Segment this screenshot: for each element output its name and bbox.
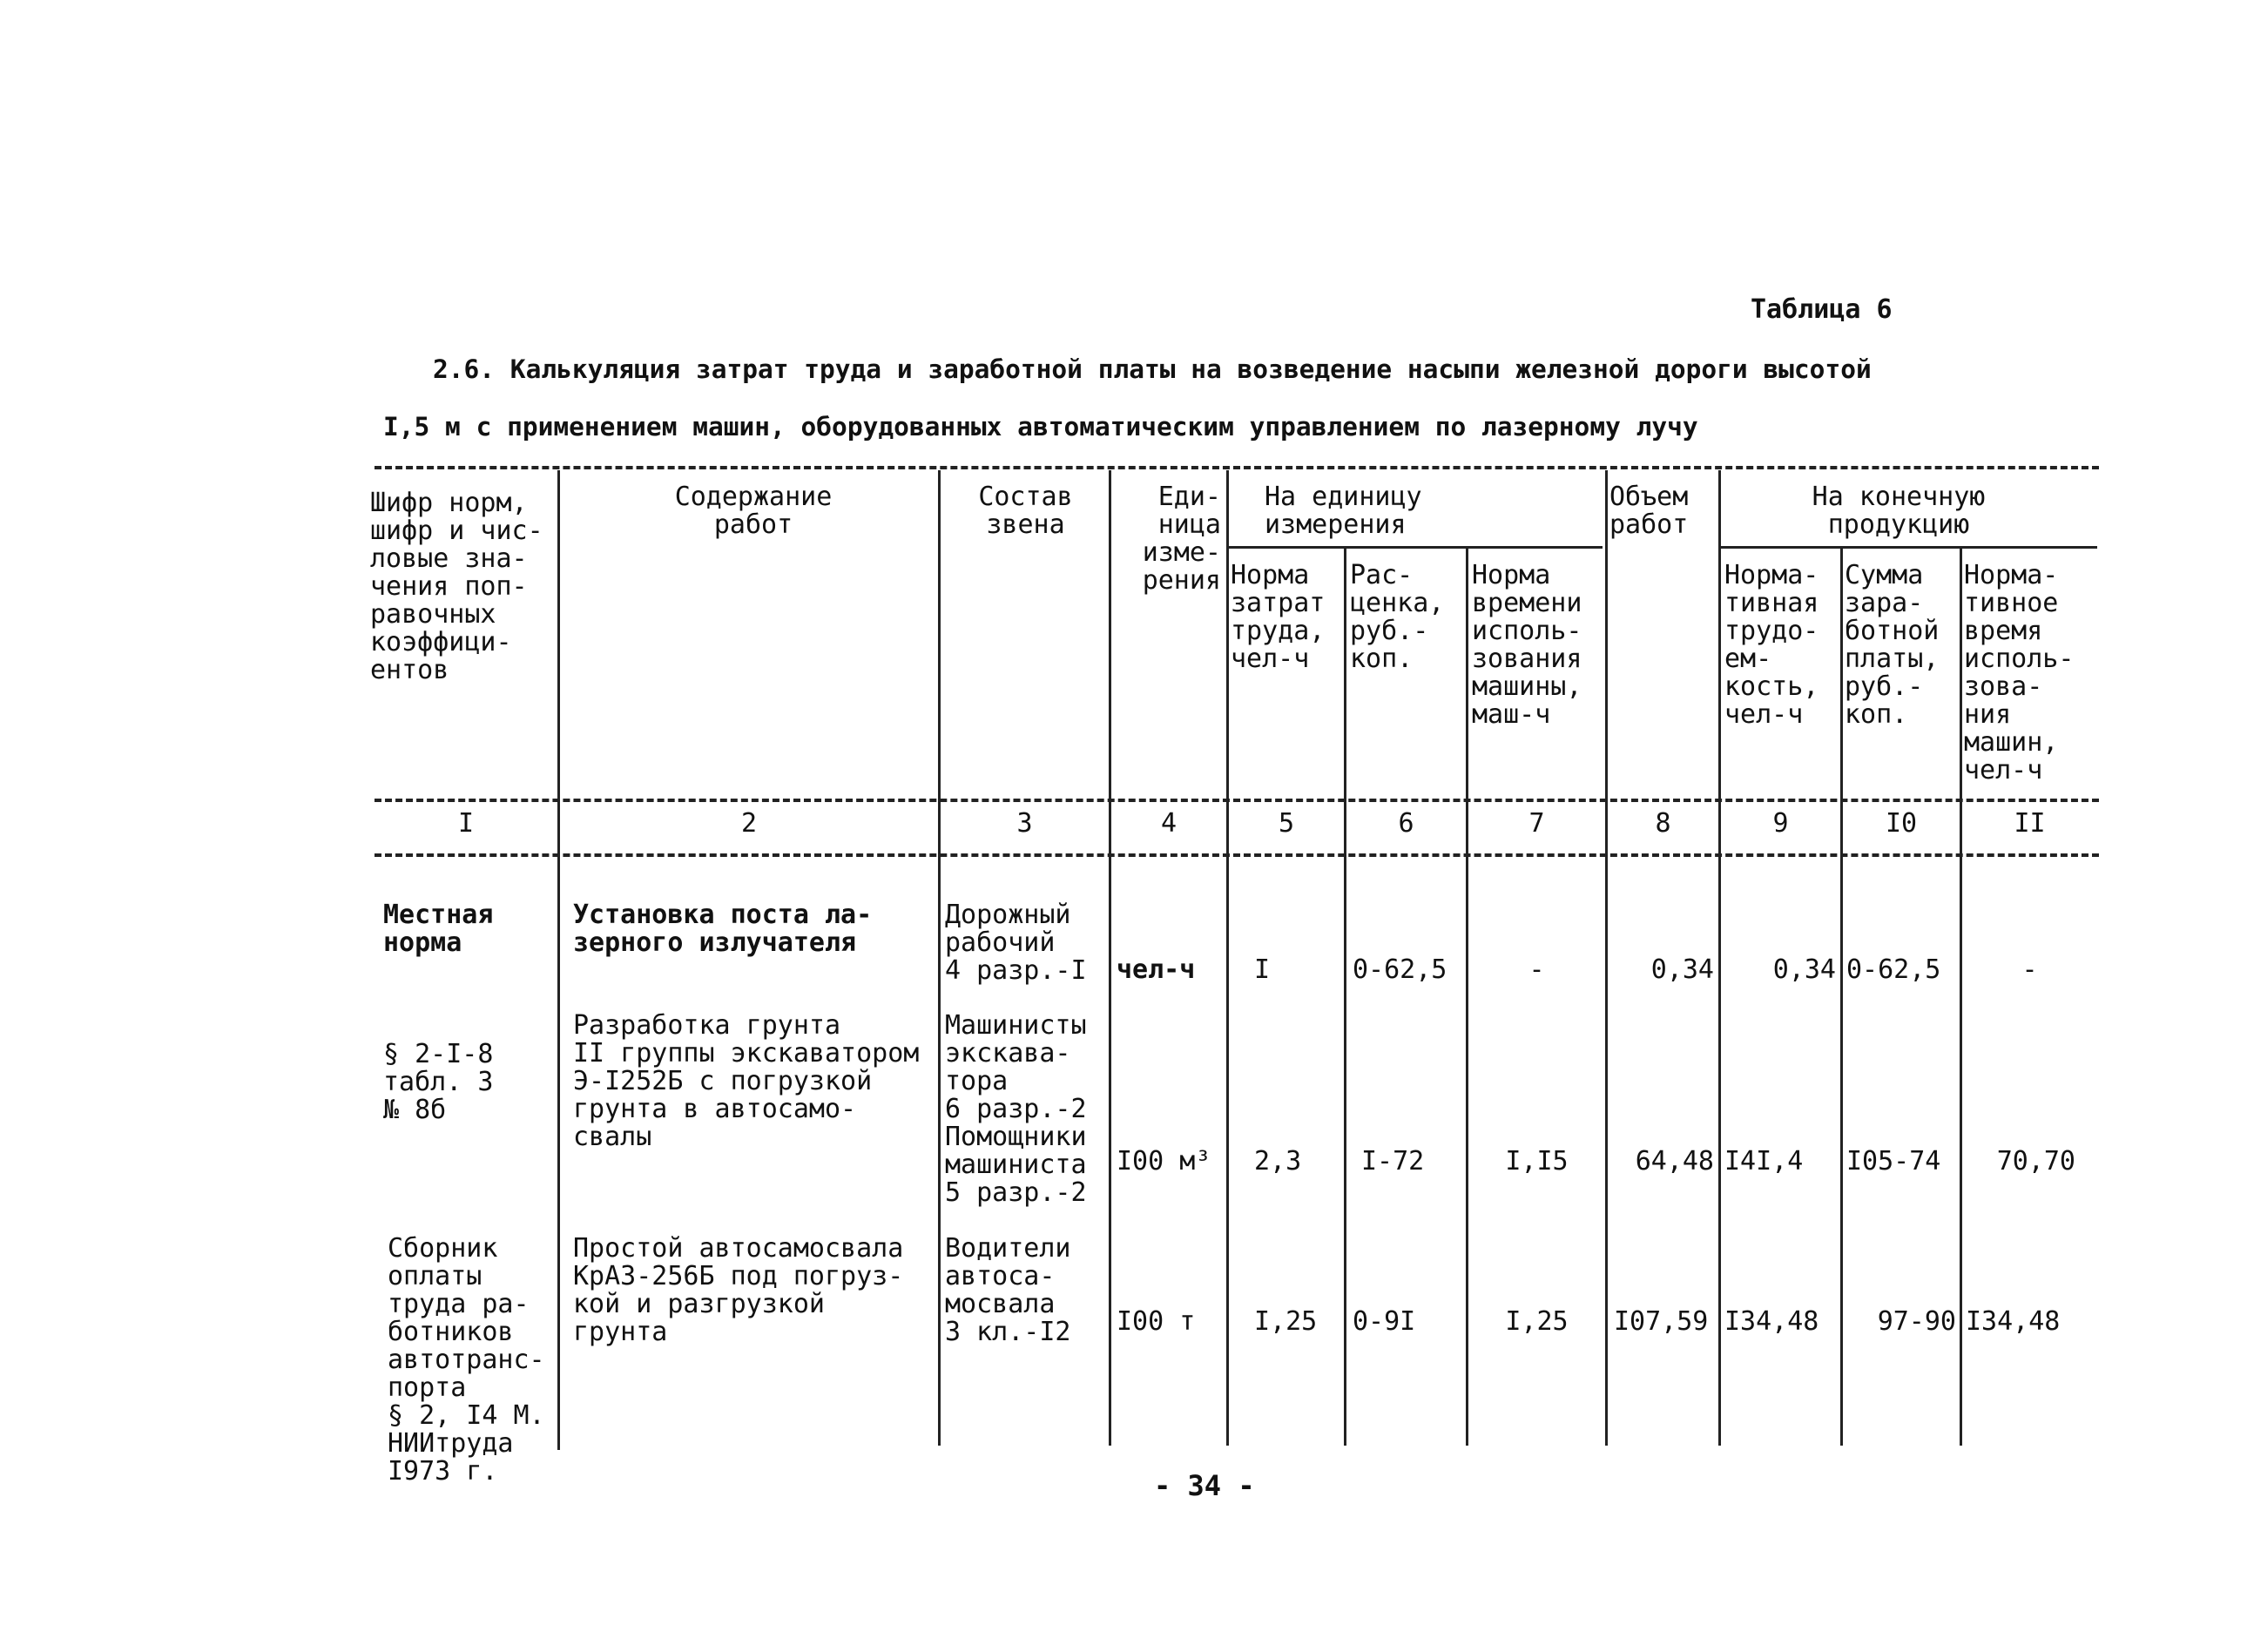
- col-number-9: 9: [1772, 808, 1789, 839]
- row-work: Простой автосамосвала КрАЗ-256Б под погруз- кой и разгрузкой грунта: [573, 1233, 904, 1347]
- row-volume: 0,34: [1650, 954, 1714, 985]
- page-number: - 34 -: [1154, 1469, 1255, 1502]
- row-crew: Машинисты экскава- тора 6 разр.-2 Помощники машиниста 5 разр.-2: [945, 1010, 1087, 1208]
- header-group-final: На конечную продукцию: [1812, 482, 1986, 540]
- header-labor-total: Норма- тивная трудо- ем- кость, чел-ч: [1724, 560, 1819, 730]
- row-unit: I00 м³: [1117, 1146, 1211, 1177]
- row-machine-norm: I,I5: [1505, 1146, 1569, 1177]
- col-separator-4: [1226, 470, 1229, 1446]
- row-unit: I00 т: [1117, 1306, 1196, 1337]
- row-volume: 64,48: [1635, 1146, 1714, 1177]
- header-machine-norm: Норма времени исполь- зования машины, маш-ч: [1472, 560, 1582, 730]
- col-separator-5: [1344, 549, 1346, 1446]
- row-labor-norm: I,25: [1254, 1306, 1318, 1337]
- row-unit: чел-ч: [1117, 954, 1196, 985]
- row-wage-total: 97-90: [1877, 1306, 1956, 1337]
- row-code: Местная норма: [383, 900, 494, 958]
- row-labor-norm: I: [1254, 954, 1271, 985]
- col-number-8: 8: [1655, 808, 1671, 839]
- col-separator-1: [557, 470, 560, 1450]
- row-machine-total: I34,48: [1966, 1306, 2061, 1337]
- row-work: Разработка грунта II группы экскаватором Э-I252Б с погрузкой грунта в автосамо- свалы: [573, 1010, 920, 1152]
- row-rate: 0-9I: [1353, 1306, 1416, 1337]
- row-labor-norm: 2,3: [1254, 1146, 1302, 1177]
- group-unit-rule: [1228, 546, 1603, 549]
- row-volume: I07,59: [1614, 1306, 1709, 1337]
- row-crew: Водители автоса- мосвала 3 кл.-I2: [945, 1233, 1071, 1347]
- row-code: Сборник оплаты труда ра- ботников автотранс- порта § 2, I4 М. НИИтруда I973 г.: [388, 1233, 545, 1487]
- col-separator-3: [1109, 470, 1111, 1446]
- header-labor-norm: Норма затрат труда, чел-ч: [1231, 560, 1326, 674]
- col-number-4: 4: [1160, 808, 1177, 839]
- col-number-3: 3: [1016, 808, 1033, 839]
- row-rate: 0-62,5: [1353, 954, 1447, 985]
- row-code: § 2-I-8 табл. 3 № 8б: [383, 1039, 494, 1125]
- row-machine-norm: I,25: [1505, 1306, 1569, 1337]
- table-label: Таблица 6: [1751, 294, 1893, 325]
- col-number-1: I: [457, 808, 475, 839]
- row-crew: Дорожный рабочий 4 разр.-I: [945, 900, 1087, 986]
- header-code: Шифр норм, шифр и чис- ловые зна- чения поп- равочных коэффици- ентов: [370, 488, 543, 685]
- header-machine-total: Норма- тивное время исполь- зова- ния машин, чел-ч: [1964, 560, 2075, 786]
- table-top-rule: [374, 466, 2099, 469]
- row-machine-norm: -: [1528, 954, 1545, 985]
- col-number-7: 7: [1528, 808, 1545, 839]
- header-crew: Состав звена: [978, 482, 1073, 540]
- col-separator-2: [938, 470, 941, 1446]
- row-machine-total: 70,70: [1996, 1146, 2075, 1177]
- row-wage-total: 0-62,5: [1846, 954, 1941, 985]
- row-machine-total: -: [2021, 954, 2038, 985]
- row-work: Установка поста ла- зерного излучателя: [573, 900, 873, 958]
- col-number-10: I0: [1885, 808, 1918, 839]
- row-labor-total: I4I,4: [1724, 1146, 1804, 1177]
- header-work: Содержание работ: [674, 482, 833, 540]
- col-number-6: 6: [1398, 808, 1414, 839]
- header-rate: Рас- ценка, руб.- коп.: [1350, 560, 1445, 674]
- document-title-line-2: I,5 м с применением машин, оборудованных автоматическим управлением по лазерному лучу: [383, 412, 1698, 442]
- header-group-unit: На единицу измерения: [1265, 482, 1422, 540]
- group-final-rule: [1718, 546, 2097, 549]
- row-rate: I-72: [1361, 1146, 1425, 1177]
- document-title-line-1: 2.6. Калькуляция затрат труда и заработной платы на возведение насыпи железной дороги высотой: [433, 354, 1872, 384]
- col-separator-10: [1960, 549, 1962, 1446]
- header-wage-total: Сумма зара- ботной платы, руб.- коп.: [1845, 560, 1940, 730]
- col-number-5: 5: [1278, 808, 1295, 839]
- col-number-2: 2: [740, 808, 758, 839]
- header-unit: Еди- ница изме- рения: [1142, 482, 1221, 596]
- row-labor-total: 0,34: [1772, 954, 1836, 985]
- header-volume: Объем работ: [1609, 482, 1689, 540]
- col-number-11: II: [2014, 808, 2046, 839]
- row-wage-total: I05-74: [1846, 1146, 1941, 1177]
- row-labor-total: I34,48: [1724, 1306, 1819, 1337]
